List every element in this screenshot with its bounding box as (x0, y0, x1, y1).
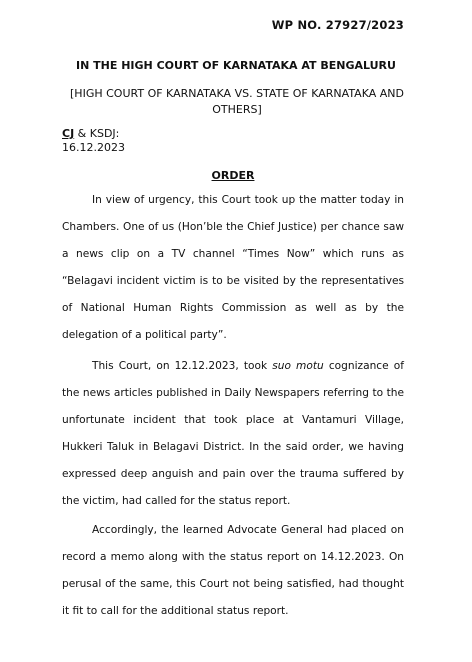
paragraph-2 (62, 353, 404, 515)
coram-block (62, 127, 125, 155)
paragraph-2-text-b: cognizance of the news articles published in Daily Newspapers referring to the unfortunate incident that took place at Vantamuri Village, Hukkeri Taluk in Belagavi District. In the said order, we having expressed deep anguish and pain over the trauma suffered by the victim, had called for the status report. (62, 360, 404, 507)
coram-cj: CJ (62, 127, 75, 140)
paragraph-2-italic: suo motu (272, 360, 324, 372)
paragraph-2-text-a: This Court, on 12.12.2023, took (92, 360, 273, 372)
coram-rest: & KSDJ: (74, 127, 120, 140)
parties-line: [HIGH COURT OF KARNATAKA VS. STATE OF KARNATAKA AND OTHERS] (70, 87, 404, 116)
order-date: 16.12.2023 (62, 141, 125, 154)
paragraph-1 (62, 187, 404, 349)
paragraph-3-text: Accordingly, the learned Advocate General had placed on record a memo along with the status report on 14.12.2023. On perusal of the same, this Court not being satisfied, had thought it fit to call for the additional status report. (62, 524, 404, 617)
coram-line (62, 127, 125, 141)
paragraph-3 (62, 517, 404, 625)
order-title: ORDER (211, 169, 255, 182)
case-number: WP NO. 27927/2023 (271, 18, 404, 32)
paragraph-1-text: In view of urgency, this Court took up the matter today in Chambers. One of us (Hon’ble the Chief Justice) per chance saw a news clip on a TV channel “Times Now” which runs as “Belagavi incident victim is to be visited by the representatives of National Human Rights Commission as well as by the delegation of a political party”. (62, 194, 404, 341)
court-title: IN THE HIGH COURT OF KARNATAKA AT BENGALURU (76, 59, 396, 72)
